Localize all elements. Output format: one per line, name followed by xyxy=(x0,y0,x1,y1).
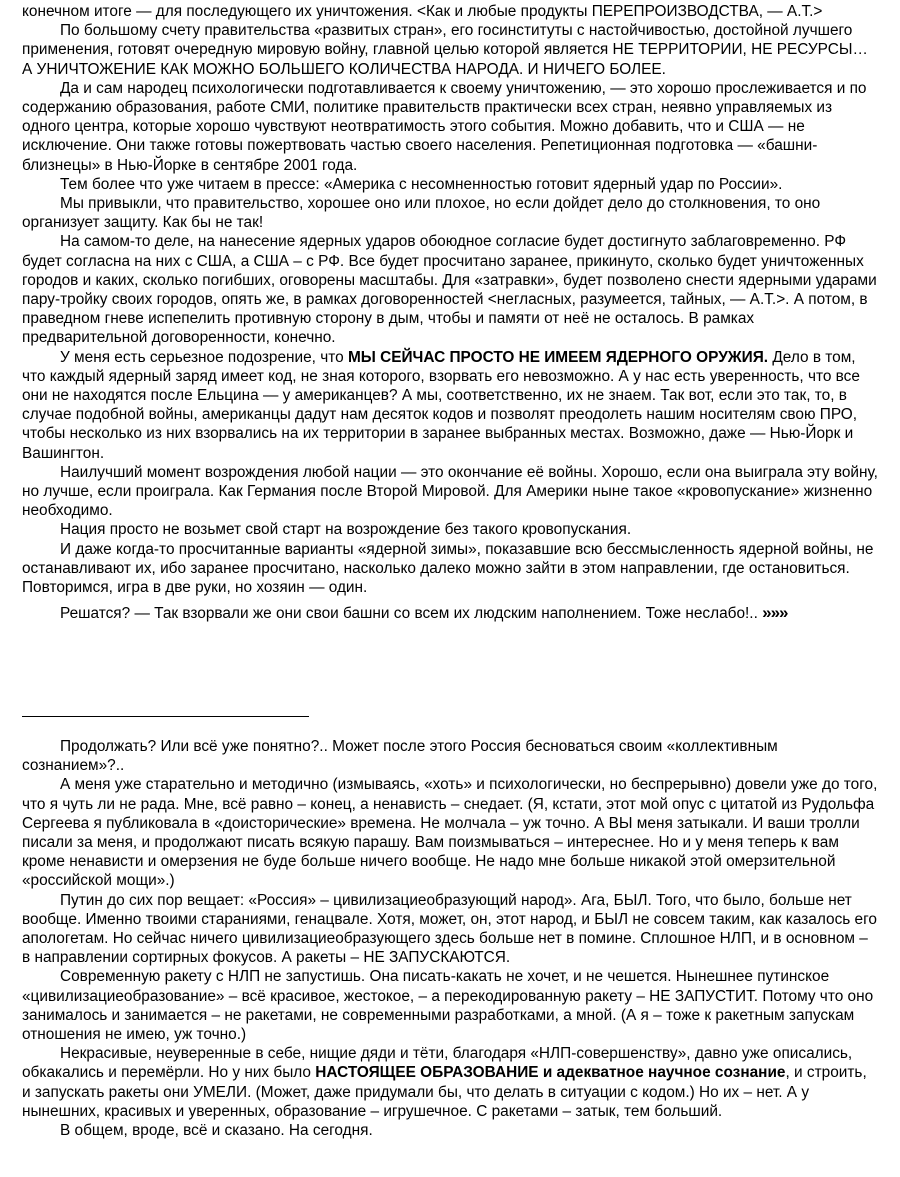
paragraph: Мы привыкли, что правительство, хорошее оно или плохое, но если дойдет дело до столкновения, то оно организует защиту. Как бы не так! xyxy=(22,195,821,232)
closing-paragraph xyxy=(22,603,878,623)
bold-emphasis: НАСТОЯЩЕЕ ОБРАЗОВАНИЕ и адекватное научное сознание xyxy=(315,1064,786,1082)
arrows-glyph: »»» xyxy=(762,603,788,623)
bold-emphasis: МЫ СЕЙЧАС ПРОСТО НЕ ИМЕЕМ ЯДЕРНОГО ОРУЖИЯ. xyxy=(347,348,769,366)
paragraph: Продолжать? Или всё уже понятно?.. Может после этого Россия бесноваться своим «коллективным сознанием»?.. xyxy=(22,738,778,775)
paragraph xyxy=(22,1044,878,1121)
main-text-block xyxy=(22,2,878,624)
paragraph-text: У меня есть серьезное подозрение, что xyxy=(60,348,348,366)
paragraph: В общем, вроде, всё и сказано. На сегодня. xyxy=(60,1122,373,1140)
paragraph: Нация просто не возьмет свой старт на возрождение без такого кровопускания. xyxy=(60,521,632,539)
paragraph-text: , и строить, и запускать ракеты они УМЕЛИ. (Может, даже придумали бы, что делать в ситуации с кодом.) Но их – нет. А у нынешних, красивых и уверенных, образование – игрушечное. С ракетами – затык, тем больший. xyxy=(22,1064,867,1120)
paragraph: И даже когда-то просчитанные варианты «ядерной зимы», показавшие всю бессмысленность ядерной войны, не останавливают их, ибо заранее просчитано, насколько далеко можно зайти в этом направлении, где остановиться. Повторимся, игра в две руки, но хозяин — один. xyxy=(22,540,874,597)
paragraph: Да и сам народец психологически подготавливается к своему уничтожению, — это хорошо прослеживается и по содержанию образования, работе СМИ, политике правительств практически всех стран, неявно управляемых из одного центра, которые хорошо чувствуют неотвратимость этого события. Можно добавить, что и США — не исключение. Они также готовы пожертвовать частью своего населения. Репетиционная подготовка — «башни-близнецы» в Нью-Йорке в сентябре 2001 года. xyxy=(22,79,867,174)
paragraph-text: Некрасивые, неуверенные в себе, нищие дяди и тёти, благодаря «НЛП-совершенству», давно уже описались, обкакались и перемёрли. Но у них было xyxy=(22,1045,853,1082)
paragraph xyxy=(22,348,878,463)
paragraph: На самом-то деле, на нанесение ядерных ударов обоюдное согласие будет достигнуто заблаговременно. РФ будет согласна на них с США, а США – с РФ. Все будет просчитано заранее, прикинуто, сколько будет уничтоженных городов и каких, сколько погибших, оговорены масштабы. Для «затравки», будет позволено снести ядерными ударами пару-тройку своих городов, опять же, в рамках договоренностей <негласных, разумеется, тайных, — А.Т.>. А потом, в праведном гневе испепелить противную сторону в дым, чтобы и памяти от неё не осталось. В рамках предварительной договоренности, конечно. xyxy=(22,233,877,347)
paragraph: По большому счету правительства «развитых стран», его госинституты с настойчивостью, достойной лучшего применения, готовят очередную мировую войну, главной целью которой является НЕ ТЕРРИТОРИИ, НЕ РЕСУРСЫ… А УНИЧТОЖЕНИЕ КАК МОЖНО БОЛЬШЕГО КОЛИЧЕСТВА НАРОДА. И НИЧЕГО БОЛЕЕ. xyxy=(22,22,868,78)
footnote-text-block xyxy=(22,737,878,1140)
paragraph: Современную ракету с НЛП не запустишь. Она писать-какать не хочет, и не чешется. Нынешнее путинское «цивилизациеобразование» – всё красивое, жестокое, – а перекодированную ракету – НЕ ЗАПУСТИТ. Потому что оно занималось и занимается – не ракетами, не современными разработками, а мной. (А я – тоже к ракетным запускам отношения не имею, уж точно.) xyxy=(22,968,874,1044)
paragraph: Тем более что уже читаем в прессе: «Америка с несомненностью готовит ядерный удар по России». xyxy=(60,175,783,193)
paragraph-text: Решатся? — Так взорвали же они свои башни со всем их людским наполнением. Тоже неслабо!.. xyxy=(60,605,763,623)
paragraph: Путин до сих пор вещает: «Россия» – цивилизациеобразующий народ». Ага, БЫЛ. Того, что было, больше нет вообще. Именно твоими стараниями, генацвале. Хотя, может, он, этот народ, и БЫЛ не совсем таким, как казалось его апологетам. Но сейчас ничего цивилизациеобразующего здесь больше нет в помине. Сплошное НЛП, и в основном – в направлении сортирных фокусов. А ракеты – НЕ ЗАПУСКАЮТСЯ. xyxy=(22,891,877,967)
paragraph-text: Дело в том, что каждый ядерный заряд имеет код, не зная которого, взорвать его невозможно. А у нас есть уверенность, что все они не находятся после Ельцина — у американцев? А мы, соответственно, их не знаем. Так вот, если это так, то, в случае подобной войны, американцы дадут нам десяток кодов и позволят преодолеть нашим носителям свою ПРО, чтобы несколько из них взорвались на их территории в заранее выбранных местах. Возможно, даже — Нью-Йорк и Вашингтон. xyxy=(22,348,860,462)
paragraph: А меня уже старательно и методично (измываясь, «хоть» и психологически, но беспрерывно) довели уже до того, что я чуть ли не рада. Мне, всё равно – конец, а ненависть – снедает. (Я, кстати, этот мой опус с цитатой из Рудольфа Сергеева я публиковала в «доисторические» времена. Не молчала – уж точно. А ВЫ меня затыкали. И ваши тролли писали за меня, и продолжают писать всякую парашу. Вам поизмываться – интереснее. Но и у меня теперь к вам кроме ненависти и омерзения не буде больше ничего вообще. Не надо мне больше никакой этой омерзительной «российской мощи».) xyxy=(22,776,878,890)
footnote-separator xyxy=(22,716,309,717)
paragraph: Наилучший момент возрождения любой нации — это окончание её войны. Хорошо, если она выиграла эту войну, но лучше, если проиграла. Как Германия после Второй Мировой. Для Америки ныне такое «кровопускание» жизненно необходимо. xyxy=(22,463,878,520)
paragraph: конечном итоге — для последующего их уничтожения. <Как и любые продукты ПЕРЕПРОИЗВОДСТВА, — А.Т.> xyxy=(22,3,823,20)
